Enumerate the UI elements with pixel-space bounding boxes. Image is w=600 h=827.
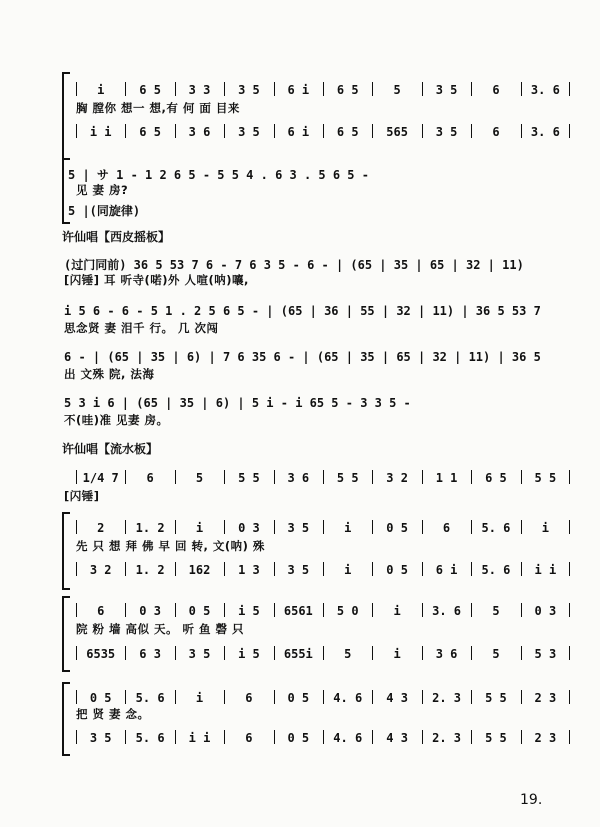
measure-cell: 5 0: [336, 604, 359, 618]
measure-cell: 5 5: [336, 471, 359, 485]
measure-cell: i i: [534, 563, 557, 577]
measure-cell: 5. 6: [135, 691, 165, 705]
barline: [422, 82, 423, 96]
measure-cell: i 5: [238, 604, 260, 618]
barline: [372, 690, 373, 704]
measure-cell: 3. 6: [530, 83, 560, 97]
measure-cell: 2 3: [534, 731, 557, 745]
measure-cell: 0 5: [287, 691, 310, 705]
measure-cell: 6 i: [435, 563, 458, 577]
barline: [569, 124, 570, 138]
measure-cell: 4. 6: [333, 691, 363, 705]
measure-cell: 0 5: [188, 604, 211, 618]
barline: [372, 124, 373, 138]
barline: [471, 124, 472, 138]
measure-cell: 162: [188, 563, 211, 577]
system5-top-staff: [62, 690, 570, 706]
measure-cell: 0 5: [287, 731, 310, 745]
measure-cell: 5: [492, 647, 500, 661]
barline: [569, 470, 570, 484]
measure-cell: 4 3: [386, 731, 408, 745]
barline: [323, 82, 324, 96]
measure-cell: 6535: [86, 647, 116, 661]
measure-cell: 655i: [283, 647, 313, 661]
system1-top-staff: [62, 82, 570, 98]
section1-line4-lyrics: 不(哇)准 见妻 房。: [64, 413, 169, 427]
barline: [521, 603, 522, 617]
barline: [323, 730, 324, 744]
barline: [372, 646, 373, 660]
measure-cell: 565: [386, 125, 408, 139]
section2-intro-label: [闪锤]: [64, 489, 100, 503]
measure-cell: 6 3: [139, 647, 161, 661]
measure-cell: 2: [97, 521, 105, 535]
barline: [175, 562, 176, 576]
barline: [224, 82, 225, 96]
barline: [521, 124, 522, 138]
barline: [471, 603, 472, 617]
measure-cell: 3 5: [287, 563, 310, 577]
measure-cell: 5: [195, 471, 204, 485]
barline: [125, 82, 126, 96]
barline: [471, 82, 472, 96]
measure-cell: i: [97, 83, 105, 97]
measure-cell: 6 5: [336, 125, 359, 139]
system1-bottom-staff: [62, 124, 570, 140]
measure-cell: i: [344, 563, 352, 577]
measure-cell: 3 2: [386, 471, 408, 485]
measure-cell: 1 1: [435, 471, 458, 485]
barline: [125, 603, 126, 617]
barline: [224, 690, 225, 704]
measure-cell: 0 5: [89, 691, 112, 705]
system4-bottom-staff: [62, 646, 570, 662]
measure-cell: 3 6: [435, 647, 458, 661]
barline: [521, 520, 522, 534]
section1-line1-notes: (过门同前) 36 5 53 7 6 - 7 6 3 5 - 6 - | (65 | 35 | 65 | 32 | 11): [64, 258, 524, 272]
measure-cell: 5. 6: [481, 563, 511, 577]
barline: [76, 690, 77, 704]
barline: [274, 646, 275, 660]
barline: [125, 730, 126, 744]
barline: [372, 730, 373, 744]
page-number: 19.: [520, 792, 543, 808]
barline: [125, 520, 126, 534]
barline: [274, 730, 275, 744]
barline: [323, 124, 324, 138]
barline: [569, 82, 570, 96]
barline: [521, 690, 522, 704]
barline: [76, 470, 77, 484]
barline: [323, 520, 324, 534]
barline: [323, 470, 324, 484]
barline: [372, 520, 373, 534]
measure-cell: 6 5: [485, 471, 507, 485]
barline: [175, 690, 176, 704]
measure-cell: i: [344, 521, 352, 535]
barline: [175, 470, 176, 484]
barline: [521, 82, 522, 96]
measure-cell: 6: [492, 125, 500, 139]
measure-cell: 5. 6: [481, 521, 511, 535]
section1-line4-notes: 5 3 i 6 | (65 | 35 | 6) | 5 i - i 65 5 - 3 3 5 -: [64, 396, 411, 410]
barline: [372, 470, 373, 484]
system1-top-lyrics: 胸 膛你 想一 想,有 何 面 目来: [76, 101, 240, 115]
barline: [422, 646, 423, 660]
barline: [569, 690, 570, 704]
measure-cell: 6 5: [336, 83, 359, 97]
measure-cell: 6 5: [139, 83, 161, 97]
barline: [422, 562, 423, 576]
measure-cell: 3 5: [89, 731, 112, 745]
measure-cell: 5: [492, 604, 500, 618]
barline: [422, 520, 423, 534]
measure-cell: 4 3: [386, 691, 408, 705]
system5-top-lyrics: 把 贤 妻 念。: [76, 707, 150, 721]
measure-cell: 3. 6: [530, 125, 560, 139]
system2-bottom-line: 5 |(同旋律): [68, 204, 141, 218]
measure-cell: 6: [442, 521, 451, 535]
measure-cell: 1/4 7: [82, 471, 119, 485]
barline: [323, 646, 324, 660]
measure-cell: 6: [245, 691, 253, 705]
barline: [224, 730, 225, 744]
barline: [274, 690, 275, 704]
barline: [76, 603, 77, 617]
barline: [125, 470, 126, 484]
measure-cell: i: [541, 521, 549, 535]
barline: [175, 124, 176, 138]
measure-cell: 3 5: [435, 125, 458, 139]
measure-cell: 3 6: [287, 471, 310, 485]
barline: [569, 603, 570, 617]
system3-top-staff: [62, 520, 570, 536]
barline: [422, 690, 423, 704]
measure-cell: 3 5: [287, 521, 310, 535]
measure-cell: 3. 6: [432, 604, 461, 618]
measure-cell: 5 5: [485, 691, 507, 705]
system4-top-staff: [62, 603, 570, 619]
barline: [224, 520, 225, 534]
measure-cell: 5 5: [534, 471, 557, 485]
system2-top-line: 5 | サ 1 - 1 2 6 5 - 5 5 4 . 6 3 . 5 6 5 -: [68, 168, 369, 182]
measure-cell: 1. 2: [135, 521, 165, 535]
measure-cell: i: [393, 604, 401, 618]
measure-cell: 3 5: [238, 83, 260, 97]
barline: [125, 646, 126, 660]
measure-cell: 3 3: [188, 83, 211, 97]
section1-line1-lyrics: [闪锤] 耳 听寺(喏)外 人喧(呐)嚷,: [64, 273, 249, 287]
barline: [471, 690, 472, 704]
measure-cell: 2. 3: [432, 731, 461, 745]
measure-cell: i 5: [238, 647, 260, 661]
barline: [422, 603, 423, 617]
barline: [569, 646, 570, 660]
barline: [521, 646, 522, 660]
barline: [569, 730, 570, 744]
barline: [76, 82, 77, 96]
measure-cell: 0 3: [534, 604, 557, 618]
barline: [76, 730, 77, 744]
barline: [224, 562, 225, 576]
barline: [125, 562, 126, 576]
barline: [125, 690, 126, 704]
measure-cell: 6: [492, 83, 500, 97]
barline: [521, 470, 522, 484]
barline: [76, 646, 77, 660]
measure-cell: 0 3: [238, 521, 260, 535]
section2-heading: 许仙唱【流水板】: [62, 442, 159, 456]
barline: [323, 690, 324, 704]
measure-cell: 2 3: [534, 691, 557, 705]
measure-cell: 6: [97, 604, 105, 618]
barline: [224, 124, 225, 138]
measure-cell: i: [195, 521, 204, 535]
barline: [224, 603, 225, 617]
measure-cell: 6 i: [287, 83, 310, 97]
barline: [471, 646, 472, 660]
system2-top-lyrics: 见 妻 房?: [76, 183, 129, 197]
measure-cell: i: [393, 647, 401, 661]
system3-bottom-staff: [62, 562, 570, 578]
barline: [125, 124, 126, 138]
measure-cell: i i: [188, 731, 211, 745]
barline: [274, 562, 275, 576]
barline: [471, 730, 472, 744]
measure-cell: 5 3: [534, 647, 557, 661]
barline: [471, 520, 472, 534]
barline: [323, 562, 324, 576]
measure-cell: 6561: [283, 604, 313, 618]
barline: [569, 520, 570, 534]
measure-cell: 5: [393, 83, 401, 97]
section1-line3-notes: 6 - | (65 | 35 | 6) | 7 6 35 6 - | (65 | 35 | 65 | 32 | 11) | 36 5: [64, 350, 541, 364]
measure-cell: 6 5: [139, 125, 161, 139]
barline: [274, 124, 275, 138]
barline: [175, 646, 176, 660]
barline: [422, 124, 423, 138]
measure-cell: 6: [245, 731, 253, 745]
barline: [175, 520, 176, 534]
measure-cell: 3 2: [89, 563, 112, 577]
barline: [175, 82, 176, 96]
barline: [323, 603, 324, 617]
barline: [471, 562, 472, 576]
barline: [422, 730, 423, 744]
barline: [471, 470, 472, 484]
section1-heading: 许仙唱【西皮摇板】: [62, 230, 171, 244]
measure-cell: 5 5: [485, 731, 507, 745]
measure-cell: 0 5: [386, 521, 408, 535]
measure-cell: 1 3: [238, 563, 260, 577]
measure-cell: 3 6: [188, 125, 211, 139]
system4-top-lyrics: 院 粉 墙 高似 天。 听 鱼 磬 只: [76, 622, 245, 636]
barline: [76, 562, 77, 576]
measure-cell: 5. 6: [135, 731, 165, 745]
measure-cell: 2. 3: [432, 691, 461, 705]
barline: [274, 82, 275, 96]
section2-intro-staff: [62, 470, 570, 486]
barline: [274, 603, 275, 617]
barline: [372, 562, 373, 576]
barline: [224, 470, 225, 484]
section1-line2-notes: i 5 6 - 6 - 5 1 . 2 5 6 5 - | (65 | 36 | 55 | 32 | 11) | 36 5 53 7: [64, 304, 541, 318]
barline: [422, 470, 423, 484]
section1-line3-lyrics: 出 文殊 院, 法海: [64, 367, 155, 381]
barline: [175, 730, 176, 744]
measure-cell: 5: [344, 647, 352, 661]
system3-top-lyrics: 先 只 想 拜 佛 早 回 转, 文(呐) 殊: [76, 539, 265, 553]
measure-cell: 6: [146, 471, 154, 485]
barline: [521, 562, 522, 576]
system5-bottom-staff: [62, 730, 570, 746]
measure-cell: 0 3: [139, 604, 161, 618]
measure-cell: 4. 6: [333, 731, 363, 745]
barline: [372, 82, 373, 96]
measure-cell: 1. 2: [135, 563, 165, 577]
barline: [521, 730, 522, 744]
measure-cell: 0 5: [386, 563, 408, 577]
measure-cell: 3 5: [238, 125, 260, 139]
barline: [274, 470, 275, 484]
barline: [76, 520, 77, 534]
measure-cell: 6 i: [287, 125, 310, 139]
barline: [274, 520, 275, 534]
barline: [175, 603, 176, 617]
section1-line2-lyrics: 思念贤 妻 泪千 行。 几 次闯: [64, 321, 219, 335]
barline: [76, 124, 77, 138]
barline: [372, 603, 373, 617]
measure-cell: 3 5: [188, 647, 211, 661]
barline: [224, 646, 225, 660]
measure-cell: i: [195, 691, 204, 705]
measure-cell: i i: [89, 125, 112, 139]
measure-cell: 3 5: [435, 83, 458, 97]
measure-cell: 5 5: [238, 471, 260, 485]
barline: [569, 562, 570, 576]
